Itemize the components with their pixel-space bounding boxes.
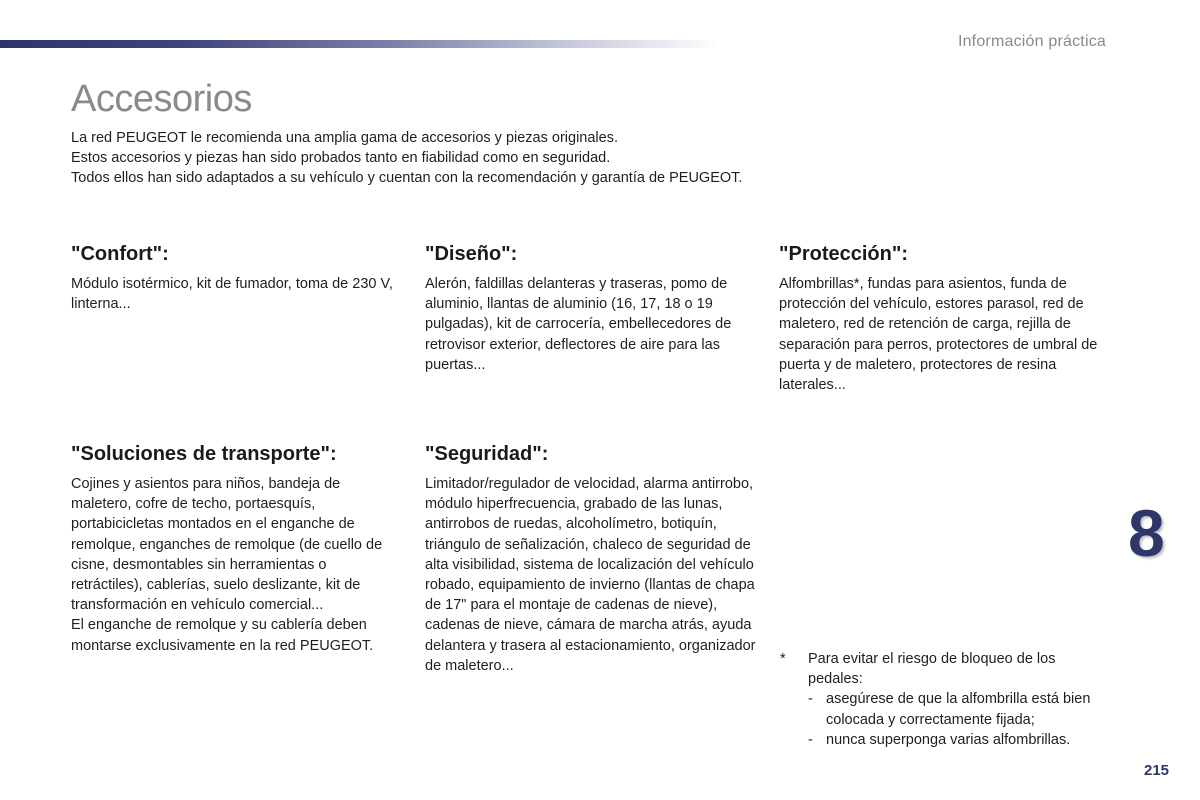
section-heading: "Soluciones de transporte": [71, 443, 337, 465]
chapter-number: 8 [1128, 496, 1165, 570]
header-accent-bar [0, 40, 720, 48]
section-text: Alerón, faldillas delanteras y traseras, pomo de aluminio, llantas de aluminio (16, 17, 18 o 19 pulgadas), kit de carrocería, embellecedores de retrovisor exterior, deflectores de aire para las puertas... [425, 276, 732, 373]
footnote-bullet [808, 689, 1110, 729]
footnote-text: Para evitar el riesgo de bloqueo de los pedales: [808, 651, 1056, 688]
intro-line: La red PEUGEOT le recomienda una amplia gama de accesorios y piezas originales. [71, 130, 618, 146]
intro-line: Estos accesorios y piezas han sido probados tanto en fiabilidad como en seguridad. [71, 150, 611, 167]
footnote [780, 649, 1110, 750]
page-title: Accesorios [71, 78, 252, 120]
bullet-dash: - [808, 731, 813, 748]
intro-text [71, 128, 751, 189]
section-heading: "Confort": [71, 243, 169, 265]
bullet-text: asegúrese de que la alfombrilla está bien colocada y correctamente fijada; [826, 691, 1091, 728]
section-text: Alfombrillas*, fundas para asientos, funda de protección del vehículo, estores parasol, red de maletero, red de retención de carga, rejilla de separación para perros, protectores de umbral de puerta y de maletero, protectores de resina laterales... [779, 276, 1098, 394]
page-number: 215 [1144, 762, 1170, 779]
section-proteccion [779, 242, 1119, 395]
section-heading: "Diseño": [425, 243, 518, 265]
intro-line: Todos ellos han sido adaptados a su vehículo y cuentan con la recomendación y garantía de PEUGEOT. [71, 170, 743, 187]
section-transporte [71, 442, 401, 656]
footnote-marker: * [780, 651, 786, 667]
bullet-text: nunca superponga varias alfombrillas. [826, 731, 1071, 748]
bullet-dash: - [808, 691, 813, 708]
section-heading: "Seguridad": [425, 443, 549, 465]
section-diseno [425, 242, 765, 375]
section-confort [71, 242, 411, 314]
footnote-bullet [808, 730, 1110, 750]
section-text: Limitador/regulador de velocidad, alarma antirrobo, módulo hiperfrecuencia, grabado de las lunas, antirrobos de ruedas, alcoholímetro, botiquín, triángulo de señalización, chaleco de seguridad de alta visibilidad, sistema de localización del vehículo robado, equipamiento de invierno (llantas de chapa de 17" para el montaje de cadenas de nieve), cadenas de nieve, cámara de marcha atrás, ayuda delantera y trasera al estacionamiento, organizador de maletero... [425, 476, 756, 674]
section-text: Cojines y asientos para niños, bandeja de maletero, cofre de techo, portaesquís, portabicicletas montados en el enganche de remolque, enganches de remolque (de cuello de cisne, desmontables sin herramientas o retráctiles), cablerías, suelo deslizante, kit de transformación en vehículo comercial... [71, 476, 383, 614]
section-note: El enganche de remolque y su cablería deben montarse exclusivamente en la red PEUGEOT. [71, 617, 374, 654]
section-header: Información práctica [957, 33, 1106, 50]
section-seguridad [425, 442, 765, 676]
section-text: Módulo isotérmico, kit de fumador, toma de 230 V, linterna... [71, 276, 393, 313]
section-heading: "Protección": [779, 243, 908, 265]
